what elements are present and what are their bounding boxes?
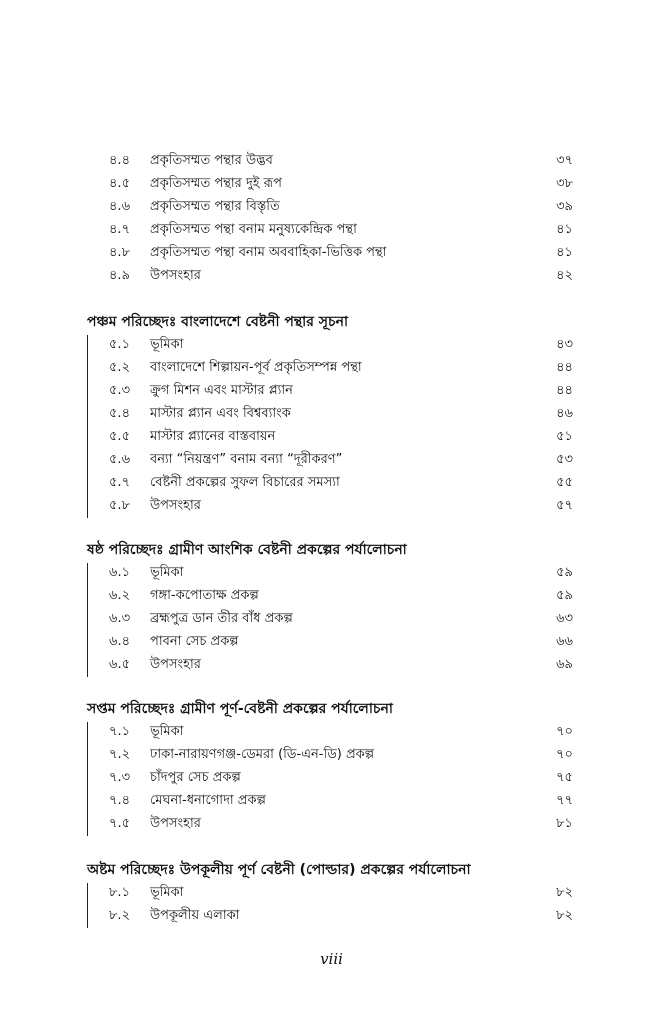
entry-page: ৫৭ xyxy=(556,498,573,513)
entry-title: উপসংহার xyxy=(150,816,201,831)
entry-title: উপসংহার xyxy=(150,498,201,513)
entry-page: ৭৫ xyxy=(556,770,573,785)
entry-title: বন্যা “নিয়ন্ত্রণ” বনাম বন্যা “দূরীকরণ” xyxy=(150,452,343,467)
entry-title: ভূমিকা xyxy=(150,724,184,739)
entry-title: মেঘনা-ধনাগোদা প্রকল্প xyxy=(150,793,266,808)
entry-number: ৪.৯ xyxy=(109,268,131,283)
entry-title: প্রকৃতিসম্মত পন্থা বনাম অববাহিকা-ভিত্তিক পন্থা xyxy=(150,245,387,260)
entry-number: ৫.১ xyxy=(109,337,131,352)
entry-title: বেষ্টনী প্রকল্পের সুফল বিচারের সমস্যা xyxy=(150,475,340,490)
entry-title: প্রকৃতিসম্মত পন্থার উদ্ভব xyxy=(150,153,273,168)
chapter-heading: অষ্টম পরিচ্ছেদঃ উপকূলীয় পূর্ণ বেষ্টনী (পোল্ডার) প্রকল্পের পর্যালোচনা xyxy=(87,862,471,878)
entry-page: ৪৩ xyxy=(556,337,573,352)
toc-entry xyxy=(0,403,663,425)
entry-page: ৮১ xyxy=(556,816,573,831)
toc-entry xyxy=(0,790,663,812)
entry-title: চাঁদপুর সেচ প্রকল্প xyxy=(150,770,241,785)
entry-title: উপকূলীয় এলাকা xyxy=(150,908,240,923)
entry-page: ৭৭ xyxy=(556,793,573,808)
entry-number: ৪.৫ xyxy=(109,176,131,191)
toc-entry xyxy=(0,721,663,743)
entry-page: ৮২ xyxy=(556,908,573,923)
entry-number: ৪.৭ xyxy=(109,222,131,237)
entry-title: মাস্টার প্ল্যান এবং বিশ্বব্যাংক xyxy=(150,406,291,421)
entry-number: ৬.৪ xyxy=(109,634,131,649)
entry-title: গঙ্গা-কপোতাক্ষ প্রকল্প xyxy=(150,588,259,603)
toc-entry xyxy=(0,380,663,402)
entry-title: ভূমিকা xyxy=(150,337,184,352)
toc-entry xyxy=(0,654,663,676)
entry-number: ৬.১ xyxy=(109,565,131,580)
entry-number: ৮.১ xyxy=(109,885,131,900)
entry-number: ৭.৩ xyxy=(109,770,131,785)
entry-number: ৭.২ xyxy=(109,747,131,762)
toc-entry xyxy=(0,562,663,584)
entry-title: উপসংহার xyxy=(150,268,201,283)
entry-number: ৫.৪ xyxy=(109,406,131,421)
entry-title: উপসংহার xyxy=(150,657,201,672)
entry-page: ৪৪ xyxy=(556,383,573,398)
entry-title: ঢাকা-নারায়ণগঞ্জ-ডেমরা (ডি-এন-ডি) প্রকল্প xyxy=(150,747,375,762)
entry-page: ৩৯ xyxy=(556,199,573,214)
toc-entry xyxy=(0,334,663,356)
entry-page: ৬৯ xyxy=(556,657,573,672)
entry-title: ভূমিকা xyxy=(150,885,184,900)
entry-number: ৫.৩ xyxy=(109,383,131,398)
entry-page: ৪৪ xyxy=(556,360,573,375)
entry-title: ব্রহ্মপুত্র ডান তীর বাঁধ প্রকল্প xyxy=(150,611,293,626)
entry-title: বাংলাদেশে শিল্পায়ন-পূর্ব প্রকৃতিসম্পন্ন পন্থা xyxy=(150,360,362,375)
chapter-heading: সপ্তম পরিচ্ছেদঃ গ্রামীণ পূর্ণ-বেষ্টনী প্রকল্পের পর্যালোচনা xyxy=(87,701,393,717)
entry-page: ৫৯ xyxy=(556,588,573,603)
entry-page: ৪১ xyxy=(556,222,573,237)
entry-page: ৫৫ xyxy=(556,475,573,490)
entry-number: ৫.৮ xyxy=(109,498,131,513)
entry-page: ৪২ xyxy=(556,268,573,283)
toc-entry xyxy=(0,585,663,607)
toc-entry xyxy=(0,196,663,218)
entry-number: ৫.৬ xyxy=(109,452,131,467)
entry-page: ৪৬ xyxy=(556,406,573,421)
entry-page: ৬৬ xyxy=(556,634,573,649)
chapter-heading: ষষ্ঠ পরিচ্ছেদঃ গ্রামীণ আংশিক বেষ্টনী প্রকল্পের পর্যালোচনা xyxy=(87,542,407,558)
toc-entry xyxy=(0,150,663,172)
entry-title: মাস্টার প্ল্যানের বাস্তবায়ন xyxy=(150,429,276,444)
toc-entry xyxy=(0,813,663,835)
entry-number: ৭.৪ xyxy=(109,793,131,808)
toc-entry xyxy=(0,767,663,789)
toc-entry xyxy=(0,173,663,195)
entry-number: ৪.৬ xyxy=(109,199,131,214)
toc-entry xyxy=(0,495,663,517)
entry-number: ৫.৭ xyxy=(109,475,131,490)
toc-entry xyxy=(0,905,663,927)
entry-title: প্রকৃতিসম্মত পন্থার দুই রূপ xyxy=(150,176,282,191)
chapter-heading: পঞ্চম পরিচ্ছেদঃ বাংলাদেশে বেষ্টনী পন্থার সূচনা xyxy=(87,314,349,330)
entry-number: ৮.২ xyxy=(109,908,131,923)
entry-page: ৭০ xyxy=(556,724,573,739)
entry-page: ৭০ xyxy=(556,747,573,762)
entry-title: ভূমিকা xyxy=(150,565,184,580)
entry-title: পাবনা সেচ প্রকল্প xyxy=(150,634,239,649)
entry-number: ৭.১ xyxy=(109,724,131,739)
entry-number: ৭.৫ xyxy=(109,816,131,831)
entry-number: ৬.৫ xyxy=(109,657,131,672)
toc-entry xyxy=(0,242,663,264)
entry-number: ৪.৪ xyxy=(109,153,131,168)
entry-page: ৩৭ xyxy=(556,153,573,168)
entry-title: প্রকৃতিসম্মত পন্থা বনাম মনুষ্যকেন্দ্রিক পন্থা xyxy=(150,222,357,237)
toc-entry xyxy=(0,426,663,448)
page-folio: viii xyxy=(320,950,343,968)
toc-entry xyxy=(0,449,663,471)
toc-entry xyxy=(0,265,663,287)
entry-page: ৫৯ xyxy=(556,565,573,580)
entry-number: ৬.৩ xyxy=(109,611,131,626)
entry-page: ৩৮ xyxy=(556,176,573,191)
entry-page: ৫১ xyxy=(556,429,573,444)
toc-entry xyxy=(0,608,663,630)
entry-page: ৬৩ xyxy=(556,611,573,626)
entry-page: ৮২ xyxy=(556,885,573,900)
toc-entry xyxy=(0,631,663,653)
entry-title: প্রকৃতিসম্মত পন্থার বিস্তৃতি xyxy=(150,199,280,214)
toc-entry xyxy=(0,357,663,379)
entry-number: ৬.২ xyxy=(109,588,131,603)
toc-entry xyxy=(0,219,663,241)
entry-page: ৪১ xyxy=(556,245,573,260)
entry-number: ৫.৫ xyxy=(109,429,131,444)
toc-entry xyxy=(0,882,663,904)
toc-entry xyxy=(0,472,663,494)
entry-page: ৫৩ xyxy=(556,452,573,467)
toc-entry xyxy=(0,744,663,766)
entry-number: ৫.২ xyxy=(109,360,131,375)
entry-title: ক্রুগ মিশন এবং মাস্টার প্ল্যান xyxy=(150,383,293,398)
entry-number: ৪.৮ xyxy=(109,245,131,260)
